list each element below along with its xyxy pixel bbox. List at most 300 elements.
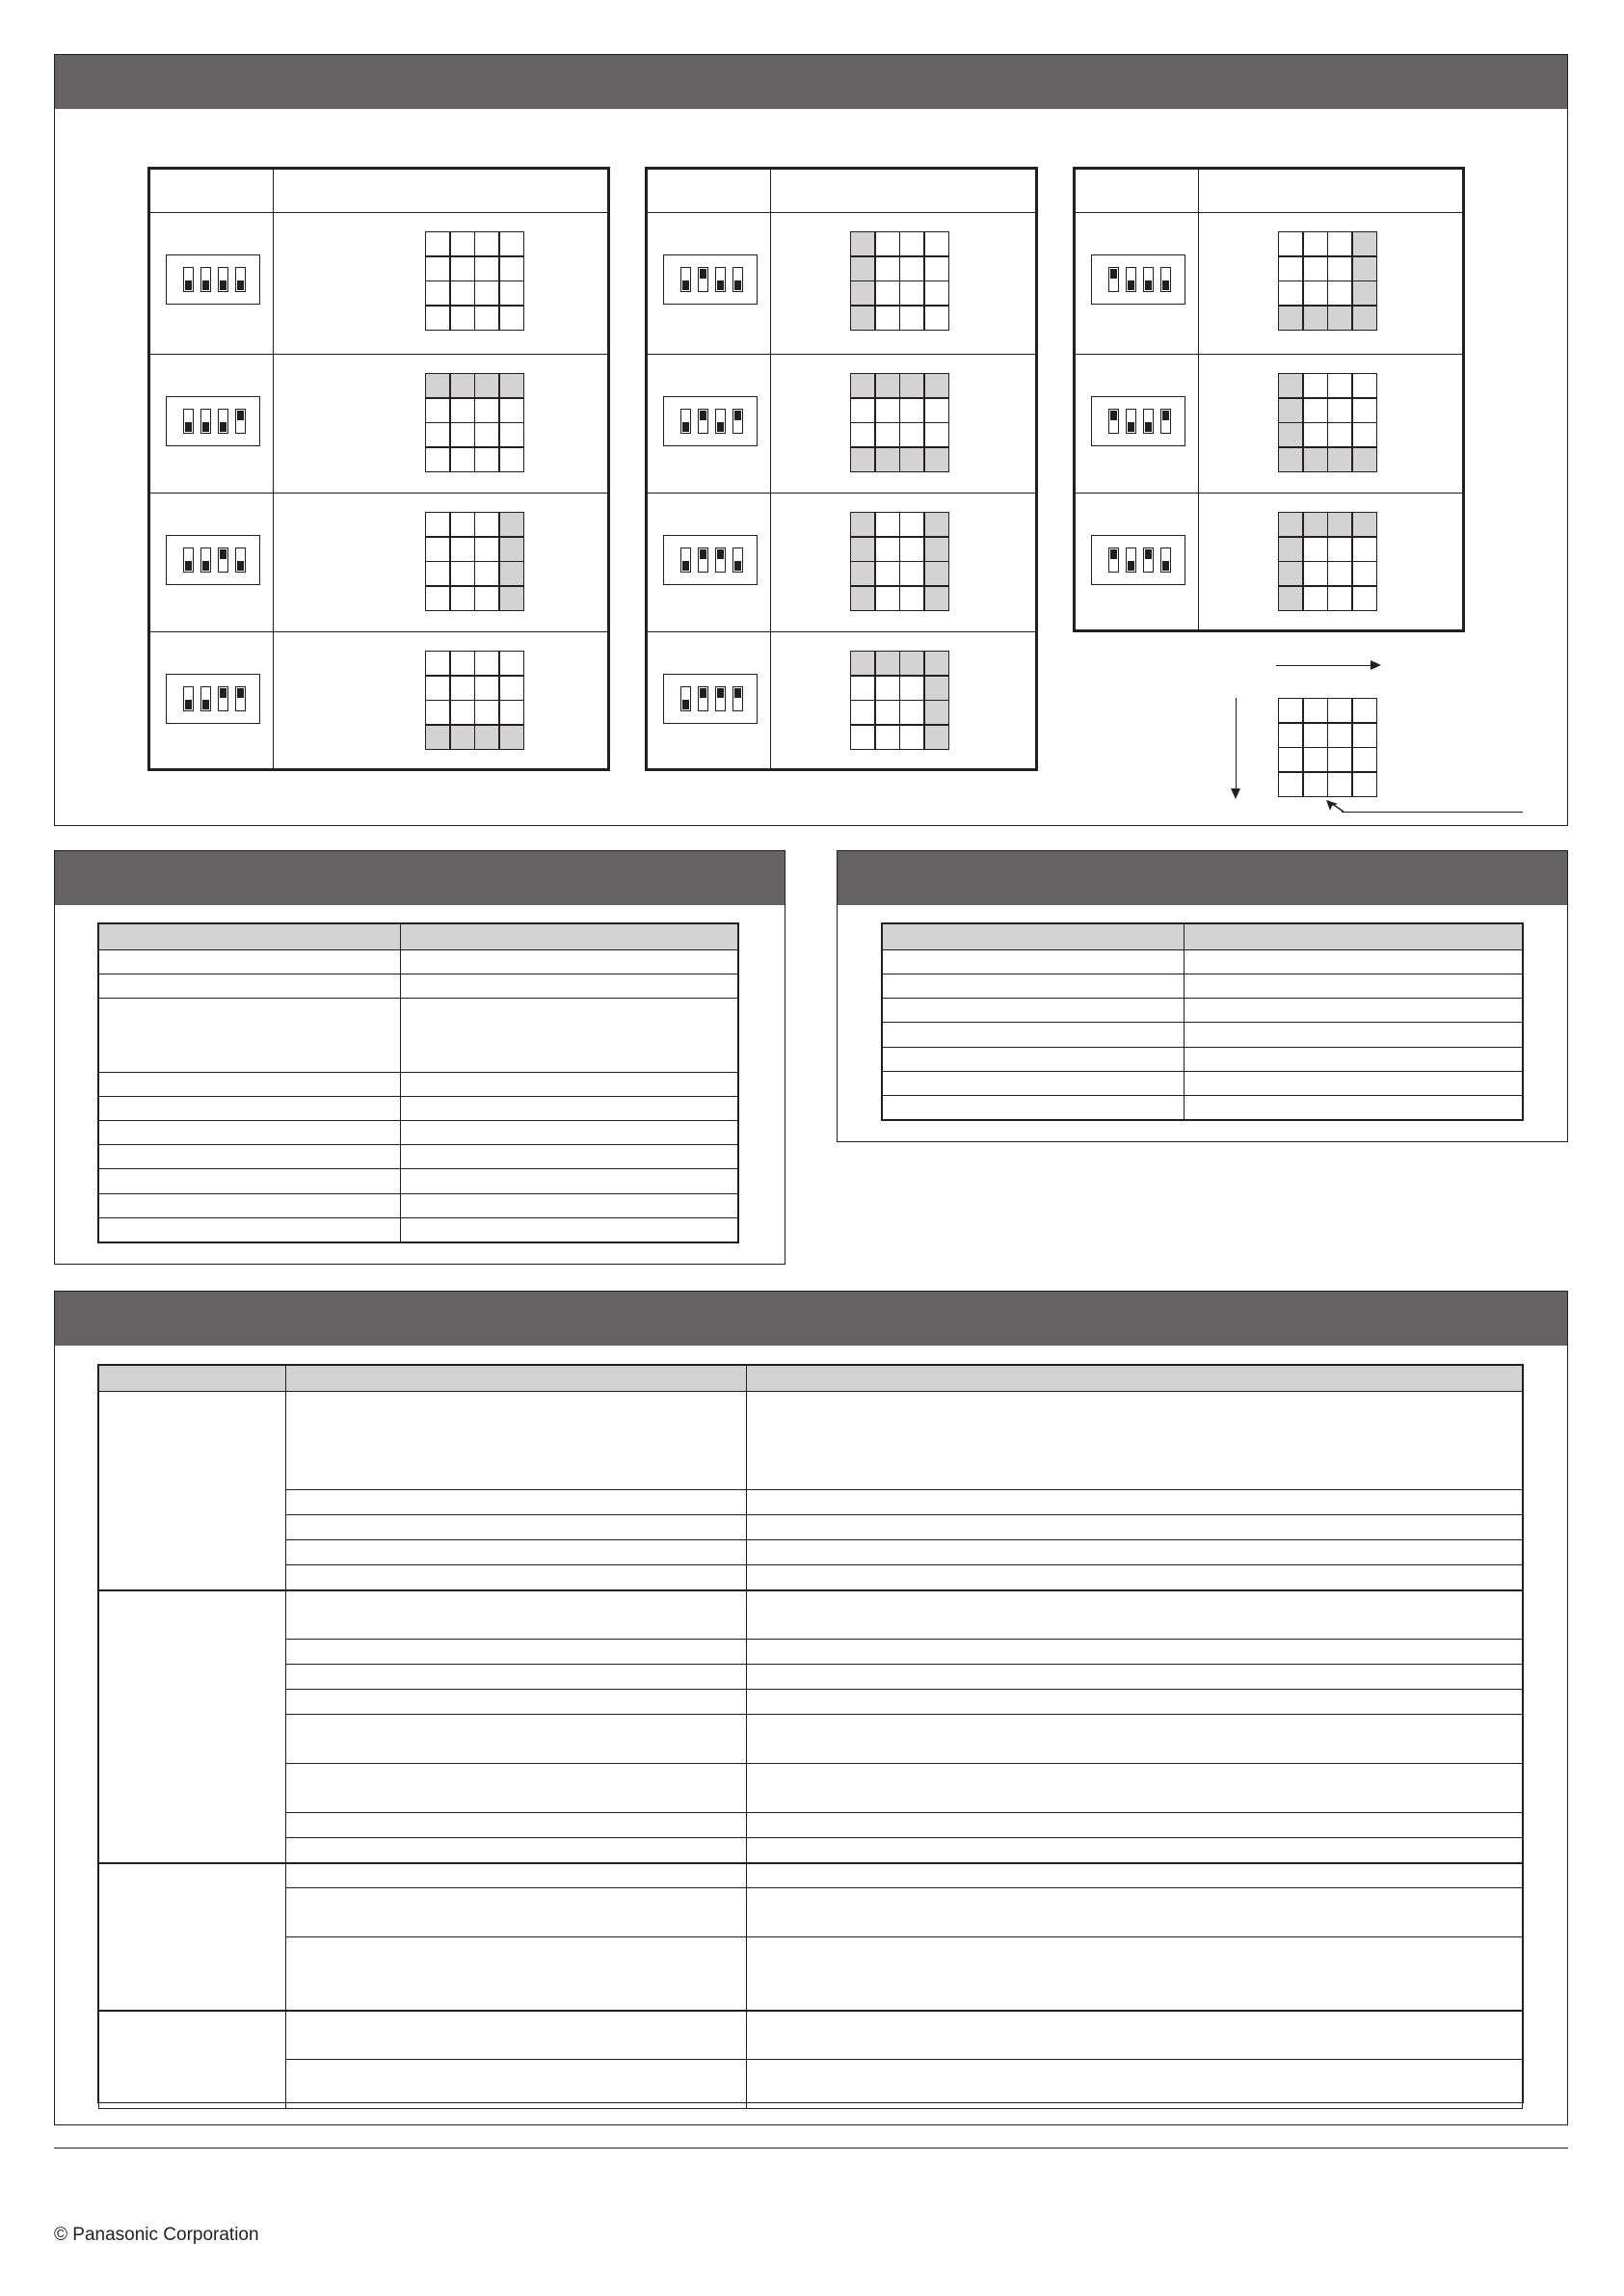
grid-cell (500, 232, 523, 255)
table-row (99, 1540, 1523, 1565)
grid-cell (1279, 257, 1302, 280)
dip-switch-knob (682, 422, 689, 432)
grid-cell (1304, 513, 1327, 536)
grid-cell (851, 652, 874, 675)
grid-cell (900, 587, 923, 610)
grid-cell (1279, 448, 1302, 471)
grid-cell (451, 701, 474, 724)
dip-switch-knob (202, 561, 209, 571)
grid-cell (1328, 699, 1351, 722)
grid-cell (1328, 587, 1351, 610)
cell-grid-icon (1278, 231, 1377, 331)
dip-switch-lever (1143, 267, 1154, 292)
grid-cell (475, 257, 498, 280)
grid-cell (451, 587, 474, 610)
dip-switch-lever (1108, 547, 1119, 573)
dip-switch-knob (1128, 422, 1134, 432)
grid-cell (1353, 562, 1376, 585)
row-divider (150, 631, 607, 632)
grid-cell (851, 257, 874, 280)
panel-header-bar (55, 851, 785, 905)
grid-cell (426, 399, 449, 422)
dip-switch-lever (732, 686, 743, 711)
grid-cell (925, 562, 948, 585)
grid-cell (851, 399, 874, 422)
dip-table-3 (1073, 167, 1465, 632)
dip-switch-lever (715, 267, 726, 292)
dip-switch-knob (185, 700, 192, 709)
grid-cell (475, 562, 498, 585)
dip-switch-lever (698, 686, 708, 711)
table-header-row (883, 924, 1523, 950)
grid-cell (876, 726, 899, 749)
grid-cell (500, 701, 523, 724)
grid-cell (451, 652, 474, 675)
grid-cell (851, 513, 874, 536)
grid-cell (1353, 538, 1376, 561)
cell-grid-icon (425, 373, 524, 472)
grid-cell (426, 281, 449, 305)
grid-cell (876, 281, 899, 305)
dip-switch-lever (183, 409, 194, 434)
column-divider (1198, 170, 1199, 629)
table-row (99, 1813, 1523, 1838)
table-row (99, 1097, 738, 1121)
dip-switch-knob (700, 269, 706, 279)
grid-cell (851, 423, 874, 446)
grid-cell (475, 726, 498, 749)
cell-grid-icon (425, 512, 524, 611)
dip-switch-lever (183, 686, 194, 711)
grid-cell (851, 677, 874, 700)
cell-grid-icon (1278, 512, 1377, 611)
grid-cell (500, 513, 523, 536)
cell-grid-icon (850, 651, 949, 750)
troubleshooting-table (97, 1364, 1524, 2103)
dip-switch-knob (1110, 549, 1117, 559)
grid-cell (1353, 724, 1376, 747)
grid-cell (475, 281, 498, 305)
grid-cell (1328, 257, 1351, 280)
grid-cell (1304, 699, 1327, 722)
dip-switch-knob (202, 280, 209, 290)
grid-cell (500, 538, 523, 561)
dip-switch-icon (166, 396, 260, 446)
grid-cell (925, 307, 948, 330)
grid-cell (1279, 773, 1302, 796)
dip-switch-lever (1108, 409, 1119, 434)
grid-cell (900, 538, 923, 561)
grid-cell (500, 399, 523, 422)
grid-cell (1328, 307, 1351, 330)
grid-cell (1328, 513, 1351, 536)
table-row (99, 1863, 1523, 1888)
dip-switch-knob (237, 561, 244, 571)
grid-cell (876, 307, 899, 330)
arrow-up-left-icon (1342, 812, 1523, 813)
column-divider (770, 170, 771, 768)
dip-switch-knob (1162, 280, 1169, 290)
dip-switch-lever (680, 686, 691, 711)
panel-header-bar (838, 851, 1567, 905)
grid-cell (475, 448, 498, 471)
table-header-cell (286, 1366, 747, 1392)
grid-cell (475, 513, 498, 536)
grid-cell (900, 374, 923, 397)
grid-cell (876, 399, 899, 422)
grid-cell (900, 701, 923, 724)
grid-cell (1279, 699, 1302, 722)
grid-cell (851, 562, 874, 585)
dip-table-2 (645, 167, 1038, 771)
grid-cell (851, 701, 874, 724)
grid-cell (851, 726, 874, 749)
table-header-cell (1185, 924, 1523, 950)
grid-cell (475, 232, 498, 255)
dip-table-header (648, 170, 1035, 213)
cell-grid-icon (850, 373, 949, 472)
dip-switch-knob (1145, 280, 1152, 290)
grid-cell (900, 448, 923, 471)
dip-switch-lever (200, 409, 211, 434)
grid-cell (1279, 399, 1302, 422)
grid-cell (876, 374, 899, 397)
grid-cell (475, 701, 498, 724)
arrow-right-head-icon (1371, 659, 1382, 671)
grid-cell (1353, 587, 1376, 610)
dip-switch-lever (680, 267, 691, 292)
row-divider (648, 354, 1035, 355)
grid-cell (876, 587, 899, 610)
grid-cell (1304, 587, 1327, 610)
grid-cell (925, 677, 948, 700)
table-row (99, 1690, 1523, 1715)
grid-cell (876, 423, 899, 446)
grid-cell (426, 652, 449, 675)
table-row (99, 2060, 1523, 2109)
dip-switch-knob (700, 411, 706, 420)
grid-cell (451, 399, 474, 422)
dip-table-header (150, 170, 607, 213)
table-row (99, 999, 738, 1072)
grid-cell (1304, 423, 1327, 446)
grid-cell (475, 587, 498, 610)
table-header-cell (99, 924, 401, 950)
dip-switch-icon (663, 674, 758, 724)
arrow-up-left-head-icon (1324, 798, 1347, 814)
dip-switch-knob (202, 422, 209, 432)
grid-cell (426, 587, 449, 610)
column-divider (273, 170, 274, 768)
dip-switch-knob (717, 280, 724, 290)
table-row (99, 1392, 1523, 1490)
grid-cell (426, 257, 449, 280)
grid-cell (426, 701, 449, 724)
dip-switch-knob (717, 688, 724, 698)
dip-switch-knob (202, 700, 209, 709)
table-row (99, 1490, 1523, 1515)
table-row (99, 2011, 1523, 2060)
panel-header-bar (55, 1292, 1567, 1346)
grid-cell (876, 677, 899, 700)
grid-cell (1304, 374, 1327, 397)
grid-cell (925, 257, 948, 280)
grid-cell (925, 423, 948, 446)
table-row (99, 1764, 1523, 1813)
grid-cell (1279, 232, 1302, 255)
grid-cell (475, 652, 498, 675)
grid-cell (1279, 724, 1302, 747)
grid-cell (1279, 587, 1302, 610)
arrow-down-head-icon (1230, 788, 1241, 800)
grid-cell (925, 399, 948, 422)
grid-cell (451, 257, 474, 280)
table-header-row (99, 924, 738, 950)
grid-cell (426, 448, 449, 471)
dip-switch-lever (218, 547, 228, 573)
table-row (99, 950, 738, 974)
grid-cell (451, 513, 474, 536)
grid-cell (1353, 448, 1376, 471)
dip-switch-icon (1091, 254, 1185, 305)
grid-cell (1304, 773, 1327, 796)
grid-cell (1328, 374, 1351, 397)
dip-switch-lever (235, 547, 246, 573)
grid-cell (1279, 538, 1302, 561)
grid-cell (1304, 307, 1327, 330)
dip-switch-knob (220, 688, 226, 698)
dip-switch-knob (1145, 549, 1152, 559)
grid-cell (500, 562, 523, 585)
dip-switch-lever (218, 409, 228, 434)
grid-cell (426, 513, 449, 536)
grid-cell (851, 307, 874, 330)
grid-cell (1279, 748, 1302, 771)
cell-grid-icon (425, 231, 524, 331)
grid-cell (900, 423, 923, 446)
dip-switch-knob (185, 561, 192, 571)
grid-cell (925, 652, 948, 675)
row-divider (648, 493, 1035, 494)
table-row (99, 1217, 738, 1241)
grid-cell (876, 232, 899, 255)
dip-switch-lever (200, 547, 211, 573)
dip-switch-lever (698, 409, 708, 434)
spec-table-right (881, 922, 1524, 1121)
dip-switch-lever (1160, 409, 1171, 434)
dip-switch-knob (682, 561, 689, 571)
grid-cell (500, 257, 523, 280)
grid-cell (876, 701, 899, 724)
grid-cell (1279, 281, 1302, 305)
dip-switch-knob (185, 280, 192, 290)
dip-switch-icon (1091, 535, 1185, 585)
dip-switch-knob (1128, 561, 1134, 571)
grid-cell (1328, 748, 1351, 771)
grid-cell (851, 448, 874, 471)
grid-cell (1353, 748, 1376, 771)
dip-switch-knob (734, 411, 741, 420)
grid-cell (451, 448, 474, 471)
grid-cell (1279, 374, 1302, 397)
grid-cell (500, 652, 523, 675)
dip-switch-knob (237, 688, 244, 698)
table-row (883, 974, 1523, 999)
grid-cell (500, 677, 523, 700)
dip-switch-knob (1110, 269, 1117, 279)
grid-cell (500, 281, 523, 305)
grid-cell (925, 232, 948, 255)
dip-switch-knob (700, 688, 706, 698)
grid-cell (451, 307, 474, 330)
table-row (99, 974, 738, 999)
dip-switch-knob (734, 688, 741, 698)
grid-cell (1353, 513, 1376, 536)
grid-cell (475, 677, 498, 700)
dip-switch-lever (1108, 267, 1119, 292)
grid-cell (475, 374, 498, 397)
table-row (99, 1665, 1523, 1690)
dip-switch-lever (715, 547, 726, 573)
dip-switch-lever (183, 267, 194, 292)
grid-cell (900, 281, 923, 305)
grid-cell (500, 448, 523, 471)
panel-header-bar (55, 55, 1567, 109)
copyright-text: © Panasonic Corporation (54, 2225, 259, 2245)
grid-cell (900, 399, 923, 422)
dip-switch-knob (1128, 280, 1134, 290)
grid-cell (1279, 562, 1302, 585)
table-row (883, 1023, 1523, 1047)
dip-switch-knob (220, 549, 226, 559)
dip-switch-icon (166, 535, 260, 585)
grid-cell (426, 538, 449, 561)
dip-switch-lever (235, 409, 246, 434)
row-divider (648, 631, 1035, 632)
grid-cell (475, 423, 498, 446)
grid-cell (1304, 562, 1327, 585)
dip-switch-knob (734, 561, 741, 571)
table-row (99, 1121, 738, 1145)
dip-switch-icon (663, 535, 758, 585)
grid-cell (925, 513, 948, 536)
grid-cell (1353, 423, 1376, 446)
grid-cell (451, 677, 474, 700)
dip-switch-icon (663, 254, 758, 305)
grid-cell (1328, 281, 1351, 305)
table-header-cell (401, 924, 738, 950)
table-row (99, 1937, 1523, 2011)
table-row (883, 1095, 1523, 1119)
cell-grid-icon (1278, 373, 1377, 472)
grid-cell (475, 538, 498, 561)
table-row (99, 1640, 1523, 1665)
grid-cell (876, 562, 899, 585)
orientation-cell-grid (1278, 698, 1377, 797)
grid-cell (876, 257, 899, 280)
grid-cell (900, 677, 923, 700)
row-divider (1076, 354, 1462, 355)
dip-switch-lever (1126, 409, 1136, 434)
dip-switch-knob (220, 422, 226, 432)
grid-cell (925, 587, 948, 610)
dip-switch-knob (1110, 411, 1117, 420)
grid-cell (426, 374, 449, 397)
grid-cell (1328, 232, 1351, 255)
grid-cell (1304, 448, 1327, 471)
grid-cell (426, 562, 449, 585)
dip-switch-lever (235, 686, 246, 711)
grid-cell (925, 374, 948, 397)
grid-cell (925, 538, 948, 561)
dip-table-header (1076, 170, 1462, 213)
table-row (99, 1072, 738, 1096)
dip-switch-lever (1126, 267, 1136, 292)
cell-grid-icon (850, 512, 949, 611)
dip-switch-knob (717, 422, 724, 432)
grid-cell (851, 538, 874, 561)
grid-cell (451, 562, 474, 585)
grid-cell (900, 726, 923, 749)
dip-switch-lever (1160, 267, 1171, 292)
table-header-cell (883, 924, 1185, 950)
grid-cell (900, 652, 923, 675)
dip-switch-lever (218, 267, 228, 292)
dip-switch-knob (1145, 422, 1152, 432)
dip-switch-lever (1126, 547, 1136, 573)
dip-switch-lever (680, 547, 691, 573)
table-row (99, 1515, 1523, 1540)
arrow-right-icon (1276, 665, 1378, 666)
table-header-cell (747, 1366, 1523, 1392)
dip-switch-knob (682, 700, 689, 709)
dip-switch-lever (183, 547, 194, 573)
grid-cell (1328, 538, 1351, 561)
dip-switch-lever (698, 267, 708, 292)
arrow-down-icon (1236, 698, 1237, 796)
dip-switch-knob (1162, 561, 1169, 571)
table-row (99, 1565, 1523, 1590)
table-row (99, 1145, 738, 1169)
grid-cell (900, 513, 923, 536)
grid-cell (900, 232, 923, 255)
dip-switch-lever (235, 267, 246, 292)
grid-cell (426, 307, 449, 330)
dip-switch-icon (166, 254, 260, 305)
dip-switch-knob (220, 280, 226, 290)
grid-cell (1328, 562, 1351, 585)
dip-table-1 (147, 167, 610, 771)
grid-cell (1353, 232, 1376, 255)
grid-cell (925, 726, 948, 749)
table-header-cell (99, 1366, 286, 1392)
grid-cell (1304, 281, 1327, 305)
grid-cell (1353, 773, 1376, 796)
dip-switch-lever (732, 409, 743, 434)
row-divider (150, 354, 607, 355)
dip-switch-icon (166, 674, 260, 724)
grid-cell (1304, 538, 1327, 561)
table-row (99, 1888, 1523, 1937)
grid-cell (1304, 748, 1327, 771)
grid-cell (876, 448, 899, 471)
grid-cell (500, 726, 523, 749)
dip-switch-lever (732, 547, 743, 573)
grid-cell (1328, 423, 1351, 446)
grid-cell (475, 399, 498, 422)
grid-cell (900, 307, 923, 330)
grid-cell (500, 374, 523, 397)
